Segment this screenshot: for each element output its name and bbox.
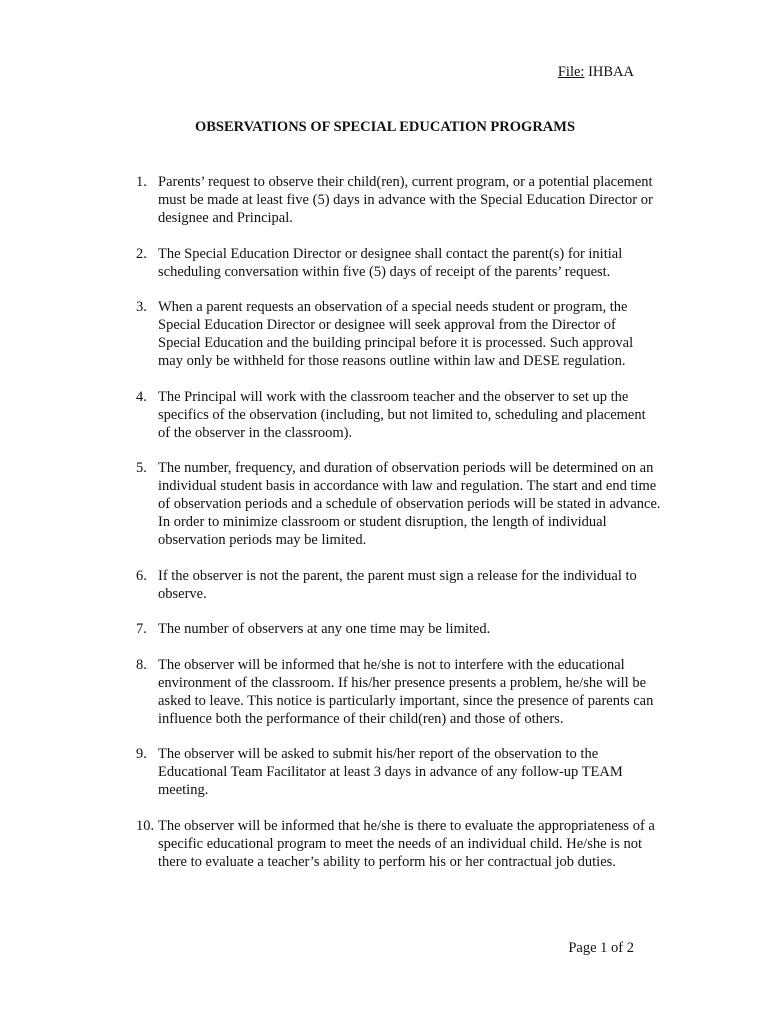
item-text: Parents’ request to observe their child(ren), current program, or a potential placement must be made at least five (5) days in advance with the Special Education Director or designee and Principal. (158, 174, 653, 226)
file-label: File: (557, 64, 585, 80)
item-number: 3. (136, 299, 147, 315)
list-item (136, 817, 661, 871)
item-number: 5. (136, 460, 147, 476)
file-code: IHBAA (588, 64, 634, 80)
list-item (136, 173, 661, 227)
page-number: Page 1 of 2 (568, 940, 634, 956)
item-number: 1. (136, 174, 147, 190)
item-text: If the observer is not the parent, the parent must sign a release for the individual to observe. (158, 567, 637, 602)
item-number: 8. (136, 656, 147, 673)
item-number: 2. (136, 245, 147, 262)
list-item (136, 567, 661, 603)
observation-rules-list (136, 173, 661, 888)
item-number: 9. (136, 746, 147, 762)
item-text: The number, frequency, and duration of observation periods will be determined on an individual student basis in accordance with law and regulation. The start and end time of observation periods and a schedule of observation periods will be stated in advance. In order to minimize classroom or student disruption, the length of individual observation periods may be limited. (158, 460, 661, 548)
item-text: When a parent requests an observation of a special needs student or program, the Special Education Director or designee will seek approval from the Director of Special Education and the building principal before it is processed. Such approval may only be withheld for those reasons outline within law and DESE regulation. (158, 299, 634, 369)
item-text: The Principal will work with the classroom teacher and the observer to set up the specifics of the observation (including, but not limited to, scheduling and placement of the observer in the classroom). (158, 388, 646, 441)
list-item (136, 656, 661, 728)
file-reference (558, 64, 634, 81)
item-text: The Special Education Director or designee shall contact the parent(s) for initial scheduling conversation within five (5) days of receipt of the parents’ request. (158, 245, 623, 280)
page-title: OBSERVATIONS OF SPECIAL EDUCATION PROGRAMS (194, 119, 576, 135)
item-number: 10. (136, 817, 155, 834)
list-item (136, 298, 661, 370)
list-item (136, 245, 661, 281)
item-text: The observer will be informed that he/she is there to evaluate the appropriateness of a specific educational program to meet the needs of an individual child. He/she is not there to evaluate a teacher’s ability to perform his or her contractual job duties. (158, 817, 655, 870)
item-number: 4. (136, 388, 147, 405)
list-item (136, 459, 661, 549)
item-text: The observer will be informed that he/she is not to interfere with the educational environment of the classroom. If his/her presence presents a problem, he/she will be asked to leave. This notice is particularly important, since the presence of parents can influence both the performance of their child(ren) and those of others. (158, 656, 654, 727)
item-number: 7. (136, 621, 147, 637)
item-text: The number of observers at any one time may be limited. (158, 621, 491, 637)
list-item (136, 745, 661, 799)
item-number: 6. (136, 567, 147, 584)
list-item (136, 620, 661, 638)
list-item (136, 388, 661, 442)
item-text: The observer will be asked to submit his/her report of the observation to the Educational Team Facilitator at least 3 days in advance of any follow-up TEAM meeting. (158, 746, 623, 798)
